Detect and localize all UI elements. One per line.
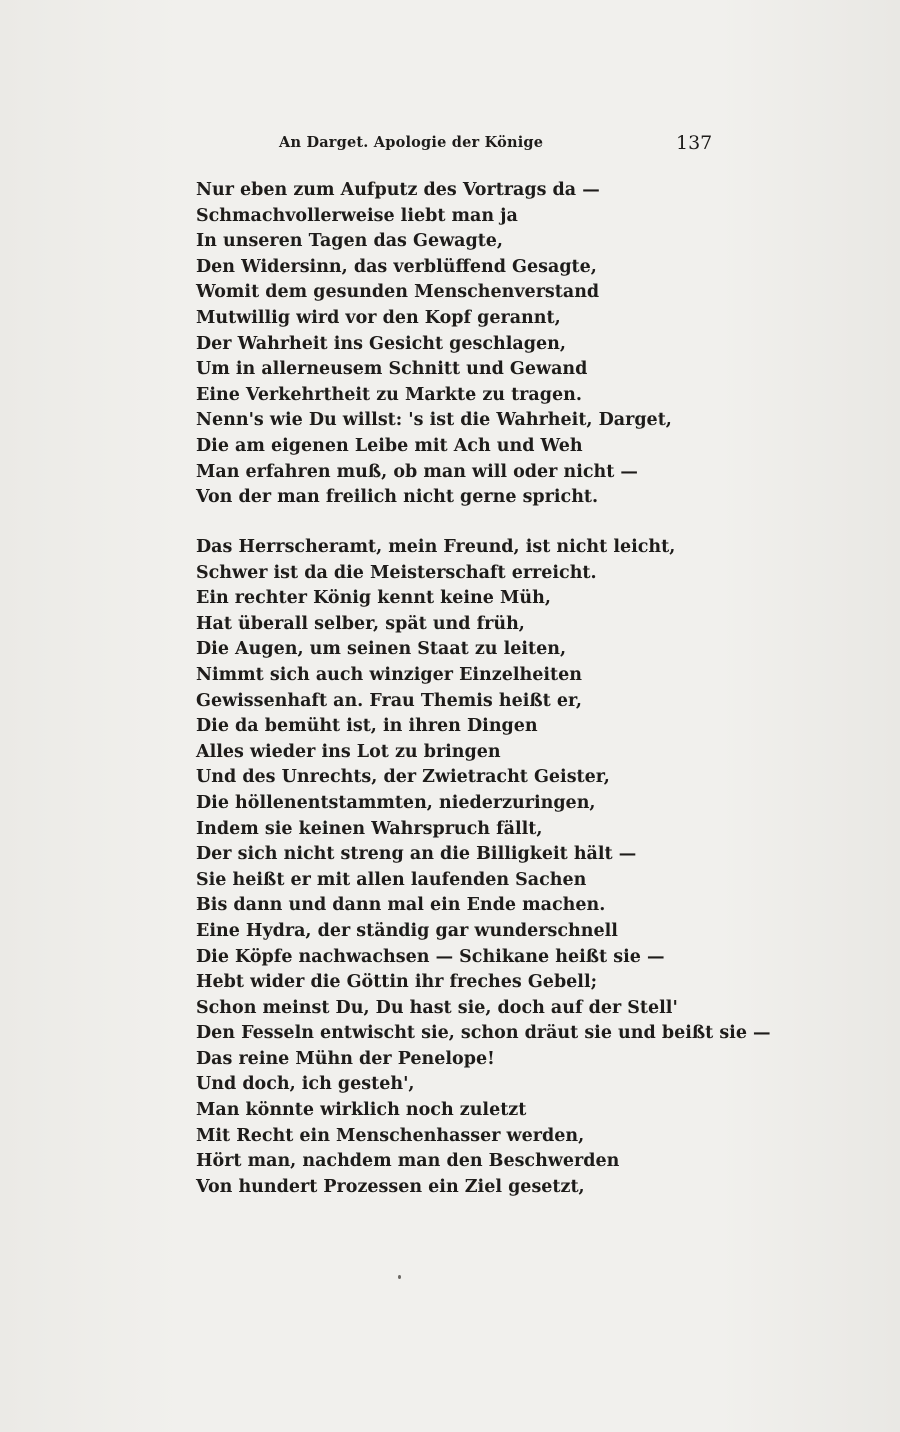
verse-line: Nur eben zum Aufputz des Vortrags da — <box>196 180 600 200</box>
verse-line: Das reine Mühn der Penelope! <box>196 1048 495 1069</box>
verse-line: Und des Unrechts, der Zwietracht Geister, <box>196 767 610 788</box>
verse-line: Eine Verkehrtheit zu Markte zu tragen. <box>196 384 582 405</box>
verse-line: Sie heißt er mit allen laufenden Sachen <box>196 869 587 890</box>
stanza-1 <box>196 178 876 511</box>
verse-line: Ein rechter König kennt keine Müh, <box>196 588 551 609</box>
verse-line: Die da bemüht ist, in ihren Dingen <box>196 716 538 737</box>
verse-line: Alles wieder ins Lot zu bringen <box>196 741 501 762</box>
verse-line: Womit dem gesunden Menschenverstand <box>196 282 600 303</box>
verse-line: Hört man, nachdem man den Beschwerden <box>196 1151 620 1172</box>
verse-line: Eine Hydra, der ständig gar wunderschnell <box>196 920 618 941</box>
stanza-2 <box>196 535 876 1200</box>
verse-line: Den Widersinn, das verblüffend Gesagte, <box>196 256 597 277</box>
verse-line: Von hundert Prozessen ein Ziel gesetzt, <box>196 1176 585 1197</box>
running-title: An Darget. Apologie der Könige <box>279 134 544 151</box>
verse-line: Das Herrscheramt, mein Freund, ist nicht leicht, <box>196 537 676 557</box>
verse-line: Gewissenhaft an. Frau Themis heißt er, <box>196 690 582 711</box>
verse-line: Schon meinst Du, Du hast sie, doch auf der Stell' <box>196 997 678 1018</box>
verse-line: Die Köpfe nachwachsen — Schikane heißt sie — <box>196 946 665 967</box>
verse-line: Schwer ist da die Meisterschaft erreicht. <box>196 562 597 583</box>
verse-line: Um in allerneusem Schnitt und Gewand <box>196 359 588 380</box>
verse-line: Die am eigenen Leibe mit Ach und Weh <box>196 435 583 456</box>
page-number: 137 <box>676 132 713 154</box>
verse-line: Der Wahrheit ins Gesicht geschlagen, <box>196 333 566 354</box>
verse-line: Nenn's wie Du willst: 's ist die Wahrheit, Darget, <box>196 410 672 431</box>
verse-line: Bis dann und dann mal ein Ende machen. <box>196 895 606 916</box>
running-head <box>0 134 900 158</box>
verse-line: Mutwillig wird vor den Kopf gerannt, <box>196 307 561 328</box>
verse-line: Indem sie keinen Wahrspruch fällt, <box>196 818 543 839</box>
verse-line: Hebt wider die Göttin ihr freches Gebell; <box>196 972 598 993</box>
verse-line: Schmachvollerweise liebt man ja <box>196 205 518 226</box>
verse-line: Man erfahren muß, ob man will oder nicht — <box>196 461 638 482</box>
verse-line: Und doch, ich gesteh', <box>196 1074 415 1095</box>
verse-line: Hat überall selber, spät und früh, <box>196 613 525 634</box>
verse-line: Man könnte wirklich noch zuletzt <box>196 1100 527 1121</box>
verse-line: In unseren Tagen das Gewagte, <box>196 231 504 252</box>
verse-line: Mit Recht ein Menschenhasser werden, <box>196 1125 585 1146</box>
verse-line: Nimmt sich auch winziger Einzelheiten <box>196 664 582 685</box>
verse-line: Die Augen, um seinen Staat zu leiten, <box>196 639 567 660</box>
verse-line: Den Fesseln entwischt sie, schon dräut sie und beißt sie — <box>196 1023 771 1044</box>
verse-line: Der sich nicht streng an die Billigkeit hält — <box>196 844 637 865</box>
ink-fleck <box>398 1275 401 1279</box>
verse-line: Von der man freilich nicht gerne spricht. <box>196 487 599 508</box>
verse-line: Die höllenentstammten, niederzuringen, <box>196 792 596 813</box>
